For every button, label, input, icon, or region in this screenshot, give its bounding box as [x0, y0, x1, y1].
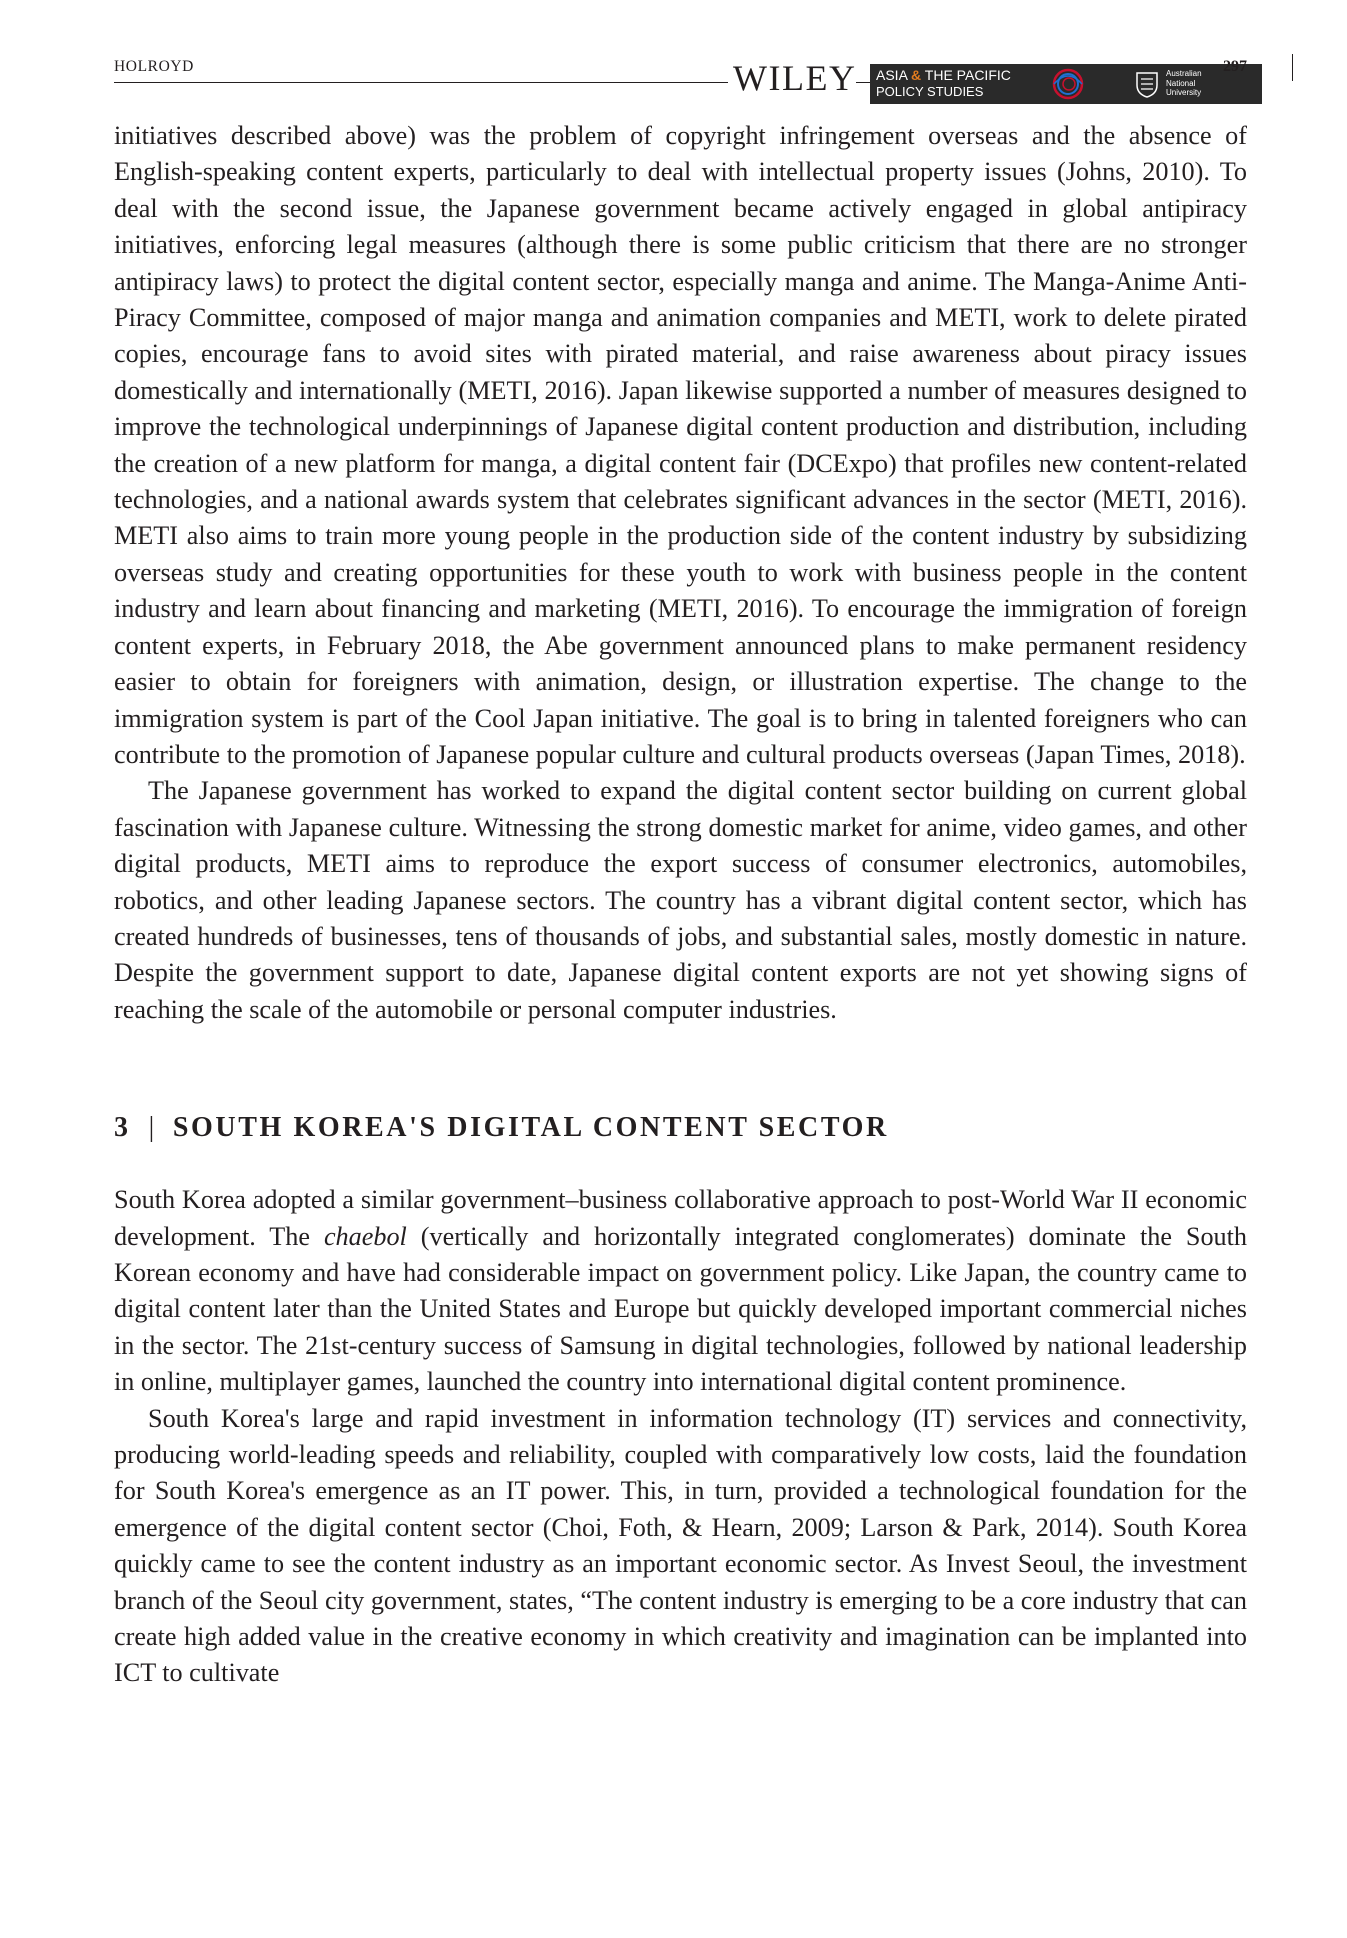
section-title: SOUTH KOREA'S DIGITAL CONTENT SECTOR [172, 1112, 889, 1144]
paragraph-korea-it: South Korea's large and rapid investment in information technology (IT) services and connectivity, producing world-leading speeds and reliability, coupled with comparatively low costs, laid the foundation for South Korea's emergence as an IT power. This, in turn, provided a technological foundation for the emergence of the digital content sector (Choi, Foth, & Hearn, 2009; Larson & Park, 2014). South Korea quickly came to see the content industry as an important economic sector. As Invest Seoul, the investment branch of the Seoul city government, states, “The content industry is emerging to be a core industry that can create high added value in the creative economy in which creativity and imagination can be implanted into ICT to cultivate [114, 1403, 1247, 1688]
journal-title-line2: POLICY STUDIES [876, 84, 984, 99]
university-name: Australian National University [1166, 69, 1202, 97]
page-number-separator [1292, 54, 1293, 81]
page-number: 297 [1223, 58, 1247, 75]
italic-term: chaebol [323, 1221, 407, 1251]
paragraph-continued: initiatives described above) was the problem of copyright infringement overseas and the absence of English-speaking content experts, particularly to deal with intellectual property issues (Johns, 2010). To deal with the second issue, the Japanese government became actively engaged in global antipiracy initiatives, enforcing legal measures (although there is some public criticism that there are no stronger antipiracy laws) to protect the digital content sector, especially manga and anime. The Manga-Anime Anti-Piracy Committee, composed of major manga and animation companies and METI, work to delete pirated copies, encourage fans to avoid sites with pirated material, and raise awareness about piracy issues domestically and internationally (METI, 2016). Japan likewise supported a number of measures designed to improve the technological underpinnings of Japanese digital content production and distribution, including the creation of a new platform for manga, a digital content fair (DCExpo) that profiles new content-related technologies, and a national awards system that celebrates significant advances in the sector (METI, 2016). METI also aims to train more young people in the production side of the content industry by subsidizing overseas study and creating opportunities for these youth to work with business people in the content industry and learn about financing and marketing (METI, 2016). To encourage the immigration of foreign content experts, in February 2018, the Abe government announced plans to make permanent residency easier to obtain for foreigners with animation, design, or illustration expertise. The change to the immigration system is part of the Cool Japan initiative. The goal is to bring in talented foreigners who can contribute to the promotion of Japanese popular culture and cultural products overseas (Japan Times, 2018). [114, 121, 1247, 769]
journal-banner [870, 64, 1262, 104]
paragraph-japan-summary: The Japanese government has worked to expand the digital content sector building on current global fascination with Japanese culture. Witnessing the strong domestic market for anime, video games, and other digital products, METI aims to reproduce the export success of consumer electronics, automobiles, robotics, and other leading Japanese sectors. The country has a vibrant digital content sector, which has created hundreds of businesses, tens of thousands of jobs, and substantial sales, mostly domestic in nature. Despite the government support to date, Japanese digital content exports are not yet showing signs of reaching the scale of the automobile or personal computer industries. [114, 776, 1247, 1024]
university-crest-icon [1134, 70, 1160, 98]
publisher-logo: WILEY [733, 58, 857, 98]
paragraph-korea-intro: South Korea adopted a similar government–business collaborative approach to post-World War II economic development. The chaebol (vertically and horizontally integrated conglomerates) dominate the South Korean economy and have had considerable impact on government policy. Like Japan, the country came to digital content later than the United States and Europe but quickly developed important commercial niches in the sector. The 21st-century success of Samsung in digital technologies, followed by national leadership in online, multiplayer games, launched the country into international digital content prominence. [114, 1185, 1248, 1397]
running-header [114, 54, 1247, 104]
running-head-author: HOLROYD [114, 58, 194, 75]
publisher-logo-rule [856, 82, 870, 83]
section-number: 3 [114, 1112, 131, 1144]
section-separator: | [148, 1112, 157, 1144]
section-heading [114, 1110, 1247, 1172]
journal-title-line1: ASIA & THE PACIFIC [876, 67, 1011, 83]
journal-swirl-icon [1038, 66, 1098, 102]
header-rule [114, 82, 728, 83]
article-body [114, 118, 1247, 1692]
